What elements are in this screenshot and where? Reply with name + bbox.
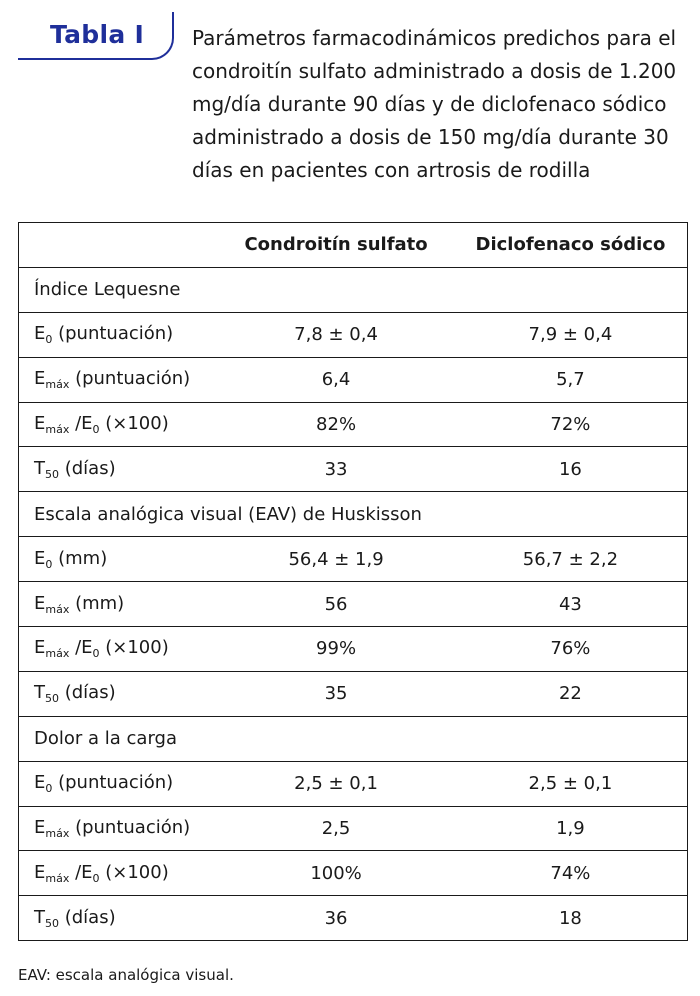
table-row — [19, 806, 688, 851]
condroitin-value: 82% — [218, 402, 454, 447]
parameter-suffix: (días) — [59, 682, 116, 704]
diclofenaco-value: 16 — [454, 447, 688, 492]
diclofenaco-value: 5,7 — [454, 357, 688, 402]
table-row — [19, 761, 688, 806]
condroitin-value: 33 — [218, 447, 454, 492]
condroitin-value: 2,5 ± 0,1 — [218, 761, 454, 806]
section-header-row — [19, 267, 688, 312]
table-row — [19, 357, 688, 402]
parameter-label — [19, 896, 219, 941]
parameter-sub: 50 — [45, 916, 59, 930]
parameter-label: T — [34, 457, 45, 479]
parameter-suffix2: (×100) — [99, 637, 169, 659]
diclofenaco-value: 18 — [454, 896, 688, 941]
parameter-sub: máx — [45, 378, 70, 392]
section-header-row — [19, 716, 688, 761]
parameter-label: E — [34, 772, 46, 794]
parameter-label: T — [34, 682, 45, 704]
parameter-label — [19, 402, 219, 447]
condroitin-value: 35 — [218, 671, 454, 716]
parameter-suffix: (puntuación) — [52, 323, 174, 345]
table-row — [19, 627, 688, 672]
table-caption: Parámetros farmacodinámicos predichos para el condroitín sulfato administrado a dosis de 1.200 mg/día durante 90 días y de diclofenaco sódico administrado a dosis de 150 mg/día durante 30 días en pacientes con artrosis de rodilla — [192, 26, 677, 182]
table-row — [19, 537, 688, 582]
section-title: Escala analógica visual (EAV) de Huskisson — [19, 492, 688, 537]
parameter-label — [19, 357, 219, 402]
parameter-label — [19, 851, 219, 896]
parameter-label — [19, 447, 219, 492]
section-header-row — [19, 492, 688, 537]
condroitin-value: 99% — [218, 627, 454, 672]
diclofenaco-value: 43 — [454, 582, 688, 627]
condroitin-value: 7,8 ± 0,4 — [218, 312, 454, 357]
parameter-label: T — [34, 906, 45, 928]
parameter-sub: máx — [45, 602, 70, 616]
parameter-sub: 0 — [45, 333, 53, 347]
parameter-label — [19, 671, 219, 716]
parameter-sub: máx — [45, 827, 70, 841]
parameter-label: E — [34, 413, 46, 434]
table-row — [19, 851, 688, 896]
parameter-sub: 0 — [45, 782, 53, 796]
parameter-label — [19, 582, 219, 627]
column-header-diclofenaco: Diclofenaco sódico — [454, 223, 688, 268]
condroitin-value: 56,4 ± 1,9 — [218, 537, 454, 582]
parameter-suffix: (puntuación) — [69, 368, 191, 390]
parameter-sub: 50 — [45, 692, 59, 706]
parameter-suffix: (puntuación) — [69, 817, 191, 839]
diclofenaco-value: 76% — [454, 627, 688, 672]
parameter-label — [19, 537, 219, 582]
diclofenaco-value: 74% — [454, 851, 688, 896]
parameter-suffix: (puntuación) — [52, 772, 174, 794]
parameter-sub2: 0 — [92, 647, 100, 661]
parameter-sub: 0 — [45, 557, 53, 571]
table-row — [19, 671, 688, 716]
parameter-sub2: 0 — [92, 423, 100, 436]
table-header — [0, 0, 700, 200]
parameter-label — [19, 761, 219, 806]
parameter-sub: máx — [45, 871, 70, 885]
parameter-label: E — [34, 547, 46, 569]
table-row — [19, 402, 688, 447]
parameter-suffix: (días) — [59, 906, 116, 928]
parameter-suffix: /E — [69, 861, 93, 883]
parameter-suffix2: (×100) — [99, 861, 169, 883]
parameter-sub: 50 — [45, 467, 59, 481]
table-number-label — [18, 12, 174, 60]
parameter-sub2: 0 — [92, 871, 100, 885]
parameter-label: E — [34, 368, 46, 390]
column-header-row — [19, 223, 688, 268]
parameter-sub: máx — [45, 423, 70, 436]
condroitin-value: 100% — [218, 851, 454, 896]
parameter-suffix2: (×100) — [99, 413, 169, 434]
table-footnote: EAV: escala analógica visual. — [18, 966, 234, 984]
parameter-sub: máx — [45, 647, 70, 661]
parameter-label: E — [34, 861, 46, 883]
section-title: Dolor a la carga — [19, 716, 688, 761]
diclofenaco-value: 22 — [454, 671, 688, 716]
parameter-suffix: /E — [69, 637, 93, 659]
parameter-suffix: (mm) — [52, 547, 108, 569]
parameter-label — [19, 806, 219, 851]
table-row — [19, 447, 688, 492]
diclofenaco-value: 2,5 ± 0,1 — [454, 761, 688, 806]
table-row — [19, 312, 688, 357]
diclofenaco-value: 7,9 ± 0,4 — [454, 312, 688, 357]
condroitin-value: 56 — [218, 582, 454, 627]
parameter-label — [19, 312, 219, 357]
table-number-text: Tabla I — [50, 20, 145, 49]
column-header-label — [19, 223, 219, 268]
diclofenaco-value: 72% — [454, 402, 688, 447]
table-row — [19, 896, 688, 941]
pharmacodynamic-table — [18, 222, 688, 941]
parameter-suffix: (días) — [59, 457, 116, 479]
condroitin-value: 36 — [218, 896, 454, 941]
table-row — [19, 582, 688, 627]
parameter-suffix: /E — [69, 413, 93, 434]
condroitin-value: 2,5 — [218, 806, 454, 851]
parameter-label — [19, 627, 219, 672]
parameter-suffix: (mm) — [69, 592, 125, 614]
parameter-label: E — [34, 637, 46, 659]
condroitin-value: 6,4 — [218, 357, 454, 402]
diclofenaco-value: 56,7 ± 2,2 — [454, 537, 688, 582]
parameter-label: E — [34, 817, 46, 839]
parameter-label: E — [34, 592, 46, 614]
section-title: Índice Lequesne — [19, 267, 688, 312]
parameter-label: E — [34, 323, 46, 345]
diclofenaco-value: 1,9 — [454, 806, 688, 851]
column-header-condroitin: Condroitín sulfato — [218, 223, 454, 268]
